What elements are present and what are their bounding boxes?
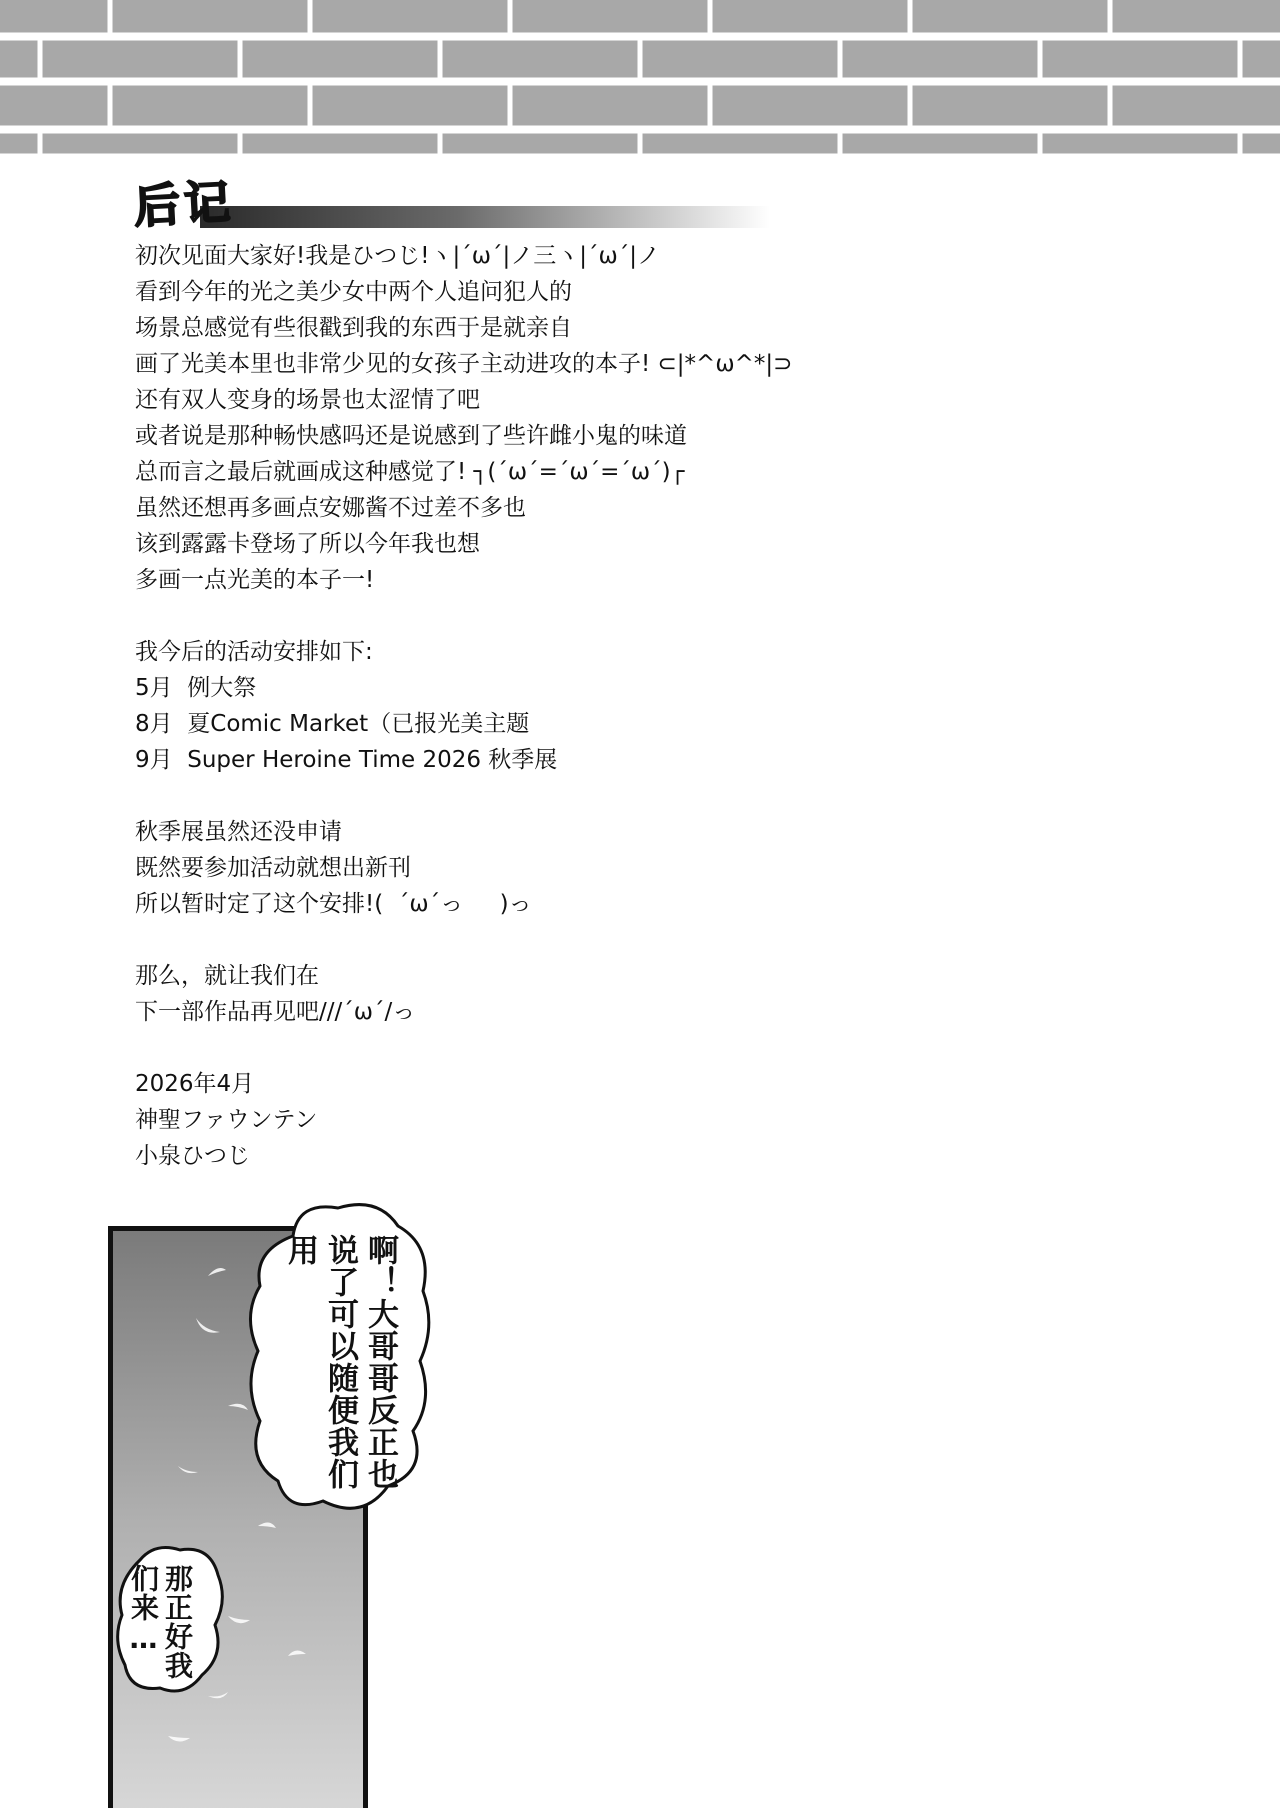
paragraph-gap (135, 778, 1135, 814)
lower-bubble-text (126, 1564, 194, 1694)
lower-bubble-col2: 我们来… (127, 1564, 194, 1680)
afterword-heading (130, 176, 650, 232)
heading-gradient-bar (200, 206, 770, 228)
afterword-body (135, 238, 1135, 1174)
afterword-line: 小泉ひつじ (135, 1143, 250, 1169)
afterword-line: 既然要参加活动就想出新刊 (135, 855, 411, 881)
heading-title: 后记 (132, 174, 236, 234)
afterword-line: 虽然还想再多画点安娜酱不过差不多也 (135, 495, 526, 521)
afterword-line: 画了光美本里也非常少见的女孩子主动进攻的本子! ⊂|*^ω^*|⊃ (135, 351, 793, 377)
afterword-line: 场景总感觉有些很戳到我的东西于是就亲自 (135, 315, 572, 341)
afterword-line: 看到今年的光之美少女中两个人追问犯人的 (135, 279, 572, 305)
afterword-line: 该到露露卡登场了所以今年我也想 (135, 531, 480, 557)
afterword-line: 总而言之最后就画成这种感觉了! ┐(´ω´=´ω´=´ω´)┌ (135, 459, 685, 485)
afterword-line: 神聖ファウンテン (135, 1107, 318, 1133)
lower-bubble-col1: 那正好 (161, 1564, 194, 1651)
upper-bubble-col1: 啊！ (362, 1234, 398, 1298)
afterword-line: 那么，就让我们在 (135, 963, 319, 989)
afterword-line: 或者说是那种畅快感吗还是说感到了些许雌小鬼的味道 (135, 423, 687, 449)
afterword-line: 初次见面大家好!我是ひつじ!ヽ|´ω´|ノ三ヽ|´ω´|ノ (135, 243, 660, 269)
afterword-line: 所以暂时定了这个安排!( ´ω´っ )っ (135, 891, 532, 917)
afterword-line: 9月 Super Heroine Time 2026 秋季展 (135, 747, 558, 773)
afterword-line: 8月 夏Comic Market（已报光美主题 (135, 711, 530, 737)
paragraph-gap (135, 1030, 1135, 1066)
afterword-line: 5月 例大祭 (135, 675, 257, 701)
afterword-line: 下一部作品再见吧///´ω´/っ (135, 999, 416, 1025)
paragraph-gap (135, 922, 1135, 958)
afterword-line: 2026年4月 (135, 1071, 255, 1097)
brick-wall-header (0, 0, 1280, 156)
upper-bubble-text (280, 1234, 400, 1494)
afterword-line: 秋季展虽然还没申请 (135, 819, 342, 845)
upper-bubble-col3: 可以随便我们用 (282, 1234, 358, 1490)
afterword-line: 多画一点光美的本子一! (135, 567, 375, 593)
upper-bubble-col2: 大哥哥反正也说了 (322, 1234, 398, 1490)
afterword-line: 还有双人变身的场景也太涩情了吧 (135, 387, 480, 413)
paragraph-gap (135, 598, 1135, 634)
afterword-line: 我今后的活动安排如下: (135, 639, 373, 665)
